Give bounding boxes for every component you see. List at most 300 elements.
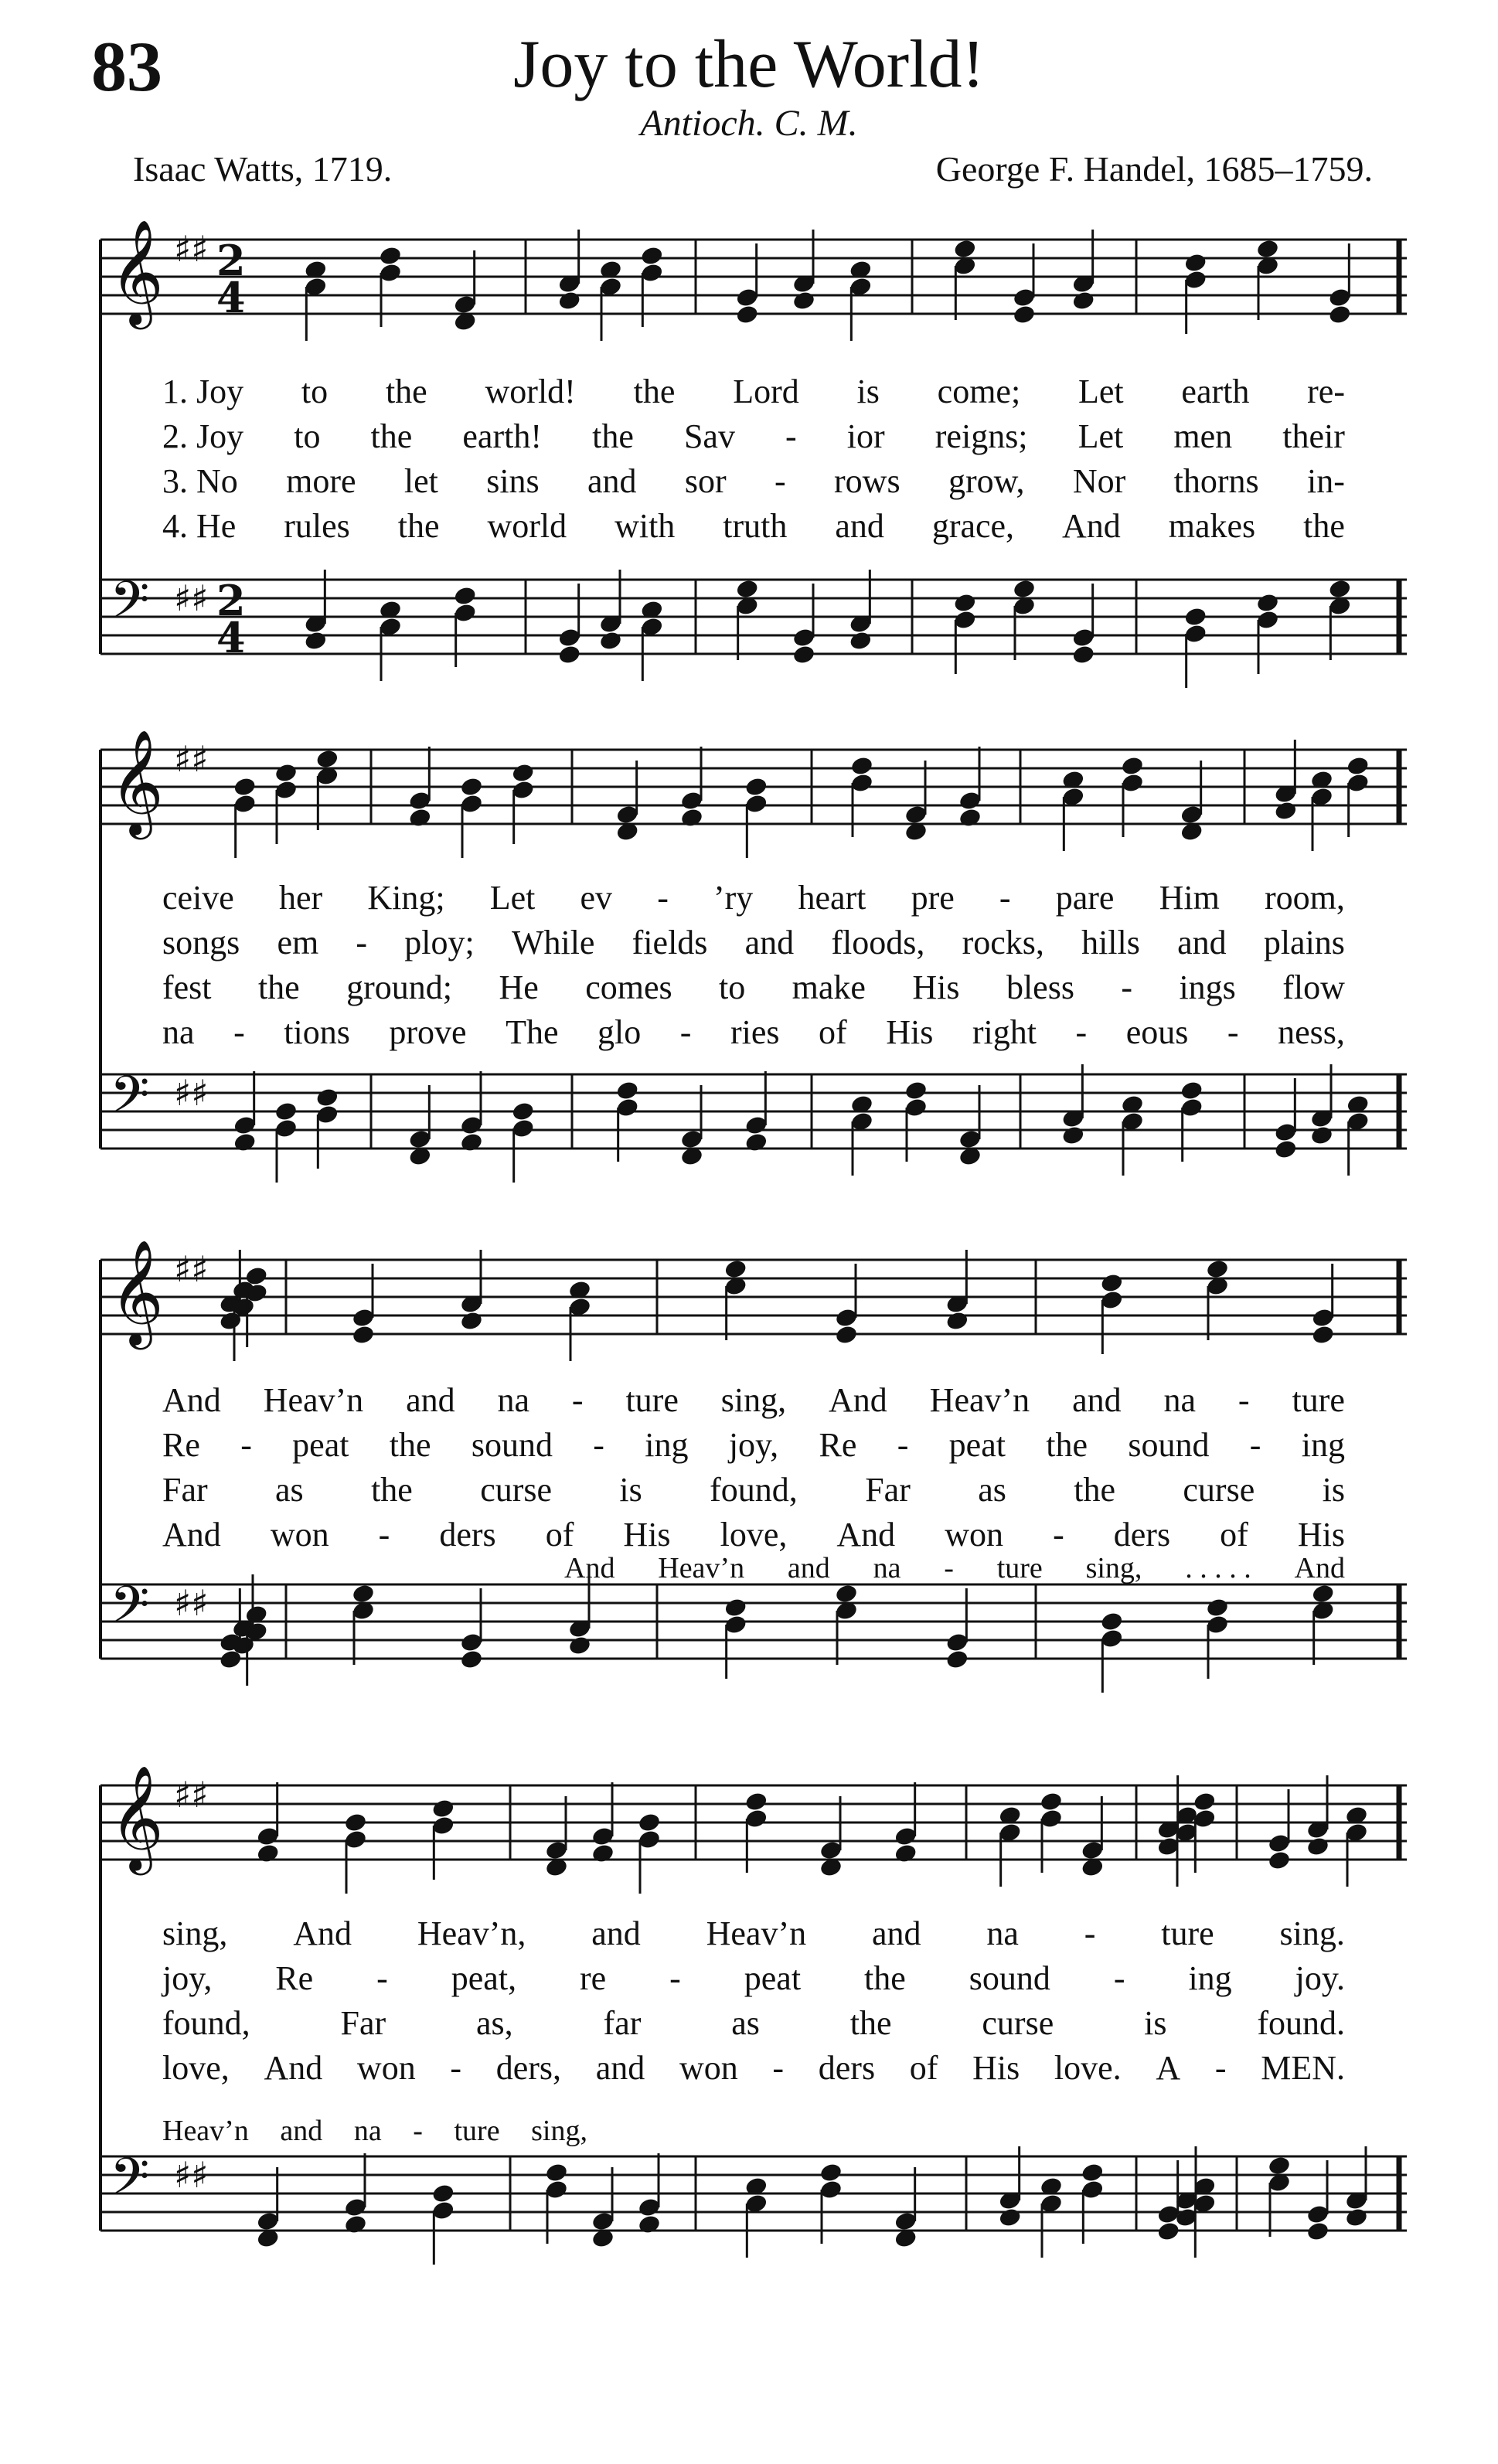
note [511, 762, 535, 844]
lyric-syllable: - [944, 1552, 954, 1584]
words-credit: Isaac Watts, 1719. [133, 149, 393, 189]
lyric-syllable: sound [1128, 1426, 1210, 1464]
lyric-syllable: truth [723, 507, 788, 545]
lyric-syllable: - [1053, 1516, 1064, 1554]
lyric-syllable: Let [1078, 417, 1124, 455]
note [904, 761, 928, 842]
lyric-syllable: their [1282, 417, 1345, 455]
lyric-syllable: ture [454, 2115, 500, 2147]
lyric-syllable: and [1072, 1381, 1122, 1419]
lyric-syllable: Heav’n [658, 1552, 745, 1584]
key-signature-sharps-icon: ♯♯ [174, 1774, 209, 1816]
note [1205, 1597, 1229, 1679]
note [1274, 740, 1298, 822]
lyric-syllable: the [370, 417, 413, 455]
lyric-syllable: His [912, 968, 960, 1006]
lyric-syllable: Heav’n [263, 1381, 364, 1419]
lyric-syllable: MEN. [1261, 2049, 1345, 2087]
lyric-syllable: - [657, 879, 669, 917]
note [1344, 2146, 1368, 2228]
note [1180, 761, 1204, 842]
note [1061, 769, 1085, 851]
lyric-syllable: Sav [683, 417, 735, 455]
lyric-syllable: of [909, 2049, 938, 2087]
note [567, 1279, 591, 1361]
lyric-syllable: with [615, 507, 676, 545]
note [304, 570, 328, 652]
lyric-syllable: as [731, 2004, 760, 2042]
note [1193, 2176, 1217, 2258]
lyric-syllable: ing [1301, 1426, 1345, 1464]
note [244, 1604, 268, 1686]
note [591, 2167, 615, 2249]
note [1183, 606, 1207, 688]
lyric-syllable: ceive [162, 879, 234, 917]
lyric-syllable: sing, [531, 2115, 587, 2147]
lyric-syllable: grow, [948, 462, 1025, 500]
lyric-syllable: earth [1181, 373, 1250, 410]
lyric-syllable: His [1297, 1516, 1345, 1554]
note [1100, 1272, 1124, 1354]
time-signature-denominator: 4 [216, 613, 246, 662]
bass-clef-icon: 𝄢 [110, 1575, 150, 1647]
note [1255, 592, 1279, 674]
lyric-syllable: sins [486, 462, 540, 500]
note [1071, 230, 1095, 311]
lyric-syllable: and [406, 1381, 455, 1419]
verse-line-2 [162, 1428, 1345, 1462]
lyric-syllable: And [162, 1516, 221, 1554]
key-signature-sharps-icon: ♯♯ [174, 738, 209, 780]
note [557, 584, 581, 665]
lyric-syllable: curse [982, 2004, 1054, 2042]
hymn-number: 83 [91, 27, 162, 106]
note [819, 1796, 843, 1878]
note [834, 1583, 858, 1665]
lyric-syllable: won [945, 1516, 1004, 1554]
lyric-syllable: peat [948, 1426, 1006, 1464]
lyric-syllable: na [1163, 1381, 1197, 1419]
lyric-syllable: the [371, 1471, 413, 1509]
lyric-syllable: - [233, 1013, 245, 1051]
lyric-syllable: curse [480, 1471, 553, 1509]
lyric-syllable: flow [1282, 968, 1345, 1006]
note [1012, 243, 1036, 325]
lyric-syllable: ders, [495, 2049, 562, 2087]
lyric-syllable: found, [710, 1471, 798, 1509]
lyric-syllable: The [506, 1013, 559, 1051]
note [945, 1588, 969, 1670]
lyric-syllable: let [403, 462, 438, 500]
note [1328, 243, 1352, 325]
lyric-syllable: ness, [1278, 1013, 1345, 1051]
lyric-syllable: and [591, 1914, 641, 1952]
note [1205, 1258, 1229, 1340]
note [1081, 1796, 1105, 1878]
verse-line-3 [162, 1473, 1345, 1507]
lyric-syllable: - [897, 1426, 909, 1464]
treble-clef-icon: 𝄞 [110, 1238, 164, 1345]
lyric-syllable: the [592, 417, 634, 455]
note [274, 1101, 298, 1183]
lyric-syllable: prove [389, 1013, 467, 1051]
note [958, 1085, 982, 1167]
lyric-syllable: is [619, 1471, 642, 1509]
verse-line-4 [162, 509, 1345, 543]
verse-line-1 [162, 375, 1345, 409]
lyric-syllable: Heav’n [929, 1381, 1030, 1419]
bass-clef-icon: 𝄢 [110, 2147, 150, 2219]
note [679, 1085, 703, 1167]
note [1267, 1789, 1291, 1871]
lyric-syllable: na [497, 1381, 530, 1419]
lyric-syllable: thorns [1173, 462, 1259, 500]
lyric-syllable: the [257, 968, 300, 1006]
lyric-syllable: - [450, 2049, 462, 2087]
lyric-syllable: of [819, 1013, 847, 1051]
lyric-syllable: Let [1078, 373, 1124, 410]
lyric-syllable: right [972, 1013, 1037, 1051]
lyric-syllable: joy, [162, 1959, 213, 1997]
note [598, 570, 622, 652]
lyric-syllable: her [278, 879, 323, 917]
lyric-syllable: sing, [162, 1914, 228, 1952]
music-system [0, 719, 1498, 1167]
note [615, 761, 639, 842]
lyric-syllable: - [240, 1426, 252, 1464]
lyric-syllable: ground; [346, 968, 453, 1006]
lyric-syllable: to [719, 968, 746, 1006]
note [1309, 769, 1333, 851]
lyric-syllable: earth! [462, 417, 542, 455]
lower-voice-text [564, 1554, 1345, 1583]
lyric-syllable: and [871, 1914, 921, 1952]
lyric-syllable: songs [162, 924, 240, 961]
lyric-syllable: ing [645, 1426, 689, 1464]
lyric-syllable: His [886, 1013, 934, 1051]
note [894, 2167, 918, 2249]
lyric-syllable: the [864, 1959, 906, 1997]
lyric-syllable: na [986, 1914, 1019, 1952]
lyric-syllable: - [669, 1959, 681, 1997]
hymn-title: Joy to the World! [513, 27, 985, 102]
note [304, 259, 328, 341]
verse-line-3 [162, 2006, 1345, 2040]
lyric-syllable: His [623, 1516, 671, 1554]
lyric-syllable: and [787, 1552, 830, 1584]
lyric-syllable: peat, [451, 1959, 517, 1997]
lyric-syllable: sound [969, 1959, 1050, 1997]
lyric-syllable: bless [1006, 968, 1074, 1006]
music-system [0, 1754, 1498, 2249]
lyric-syllable: curse [1183, 1471, 1255, 1509]
lyric-syllable: - [593, 1426, 604, 1464]
lyric-syllable: rocks, [962, 924, 1044, 961]
lyric-syllable: joy, [728, 1426, 779, 1464]
lyric-syllable: Re [819, 1426, 857, 1464]
lyric-syllable: And [293, 1914, 352, 1952]
lyric-syllable: the [849, 2004, 892, 2042]
lyric-syllable: Him [1159, 879, 1220, 917]
lyric-syllable: rows [834, 462, 901, 500]
note [598, 259, 622, 341]
verse-line-3 [162, 968, 1345, 1006]
lyric-syllable: pre [911, 879, 955, 917]
lyric-syllable: ders [818, 2049, 876, 2087]
verse-line-3 [162, 462, 1345, 500]
lyric-syllable: - [1113, 1959, 1125, 1997]
note [735, 243, 759, 325]
note [1120, 1094, 1144, 1176]
lyric-syllable: ’ry [713, 879, 754, 917]
lyric-syllable: Re [275, 1959, 314, 1997]
key-signature-sharps-icon: ♯♯ [174, 1072, 209, 1114]
note [723, 1597, 747, 1679]
note [637, 1812, 661, 1894]
lyric-syllable: 1. Joy [162, 373, 244, 410]
lyric-syllable: makes [1168, 507, 1256, 545]
note [744, 2176, 768, 2258]
note [1274, 1078, 1298, 1160]
lyric-syllable: - [999, 879, 1011, 917]
lyric-syllable: the [1074, 1471, 1116, 1509]
lyric-syllable: peat [292, 1426, 349, 1464]
lyric-syllable: make [792, 968, 866, 1006]
lyric-syllable: ders [1113, 1516, 1171, 1554]
lyric-syllable: the [633, 373, 676, 410]
note [351, 1583, 375, 1665]
lyric-syllable: peat [744, 1959, 802, 1997]
lyric-syllable: And [829, 1381, 887, 1419]
lyric-syllable: And [264, 2049, 323, 2087]
lyric-syllable: - [571, 1381, 584, 1419]
music-system [0, 209, 1498, 672]
lyric-syllable: love. [1054, 2049, 1122, 2087]
lyric-syllable: won [679, 2049, 738, 2087]
lyric-syllable: - [376, 1959, 388, 1997]
lyric-syllable: - [1238, 1381, 1250, 1419]
lyric-syllable: - [679, 1013, 692, 1051]
note [1328, 578, 1352, 660]
lyric-syllable: men [1173, 417, 1233, 455]
lyric-syllable: the [1303, 507, 1345, 545]
lyric-syllable: as [275, 1471, 304, 1509]
lyric-syllable: plains [1263, 924, 1345, 961]
note [849, 1094, 873, 1176]
note [459, 776, 483, 858]
key-signature-sharps-icon: ♯♯ [174, 228, 209, 270]
lyric-syllable: love, [162, 2049, 230, 2087]
lyric-syllable: is [856, 373, 880, 410]
treble-clef-icon: 𝄞 [110, 728, 164, 835]
lyric-syllable: He [499, 968, 539, 1006]
lyric-syllable: comes [585, 968, 672, 1006]
lyric-syllable: - [1227, 1013, 1239, 1051]
lyric-syllable: Far [162, 1471, 208, 1509]
bass-clef-icon: 𝄢 [110, 1065, 150, 1137]
lyric-syllable: - [1121, 968, 1133, 1006]
note [1346, 1094, 1370, 1176]
music-system [0, 1229, 1498, 1677]
lyric-syllable: - [775, 462, 786, 500]
note [233, 776, 257, 858]
lyric-syllable: as [978, 1471, 1006, 1509]
note [511, 1101, 535, 1183]
note [1311, 1583, 1335, 1665]
lyric-syllable: ders [439, 1516, 496, 1554]
lyric-syllable: - [356, 924, 368, 961]
note [998, 2146, 1022, 2228]
lyric-syllable: - [1084, 1914, 1096, 1952]
lyric-syllable: 4. He [162, 507, 237, 545]
lyric-syllable: come; [937, 373, 1021, 410]
lyric-syllable: reigns; [935, 417, 1028, 455]
lyric-syllable: ploy; [404, 924, 475, 961]
lyric-syllable: Heav’n [162, 2115, 249, 2147]
key-signature-sharps-icon: ♯♯ [174, 2154, 209, 2196]
note [834, 1264, 858, 1346]
note [735, 578, 759, 660]
lyric-syllable: is [1144, 2004, 1167, 2042]
lyric-syllable: and [595, 2049, 645, 2087]
note [1071, 584, 1095, 665]
note [744, 776, 768, 858]
lyric-syllable: grace, [931, 507, 1015, 545]
note [453, 250, 477, 332]
lyric-syllable: - [413, 2115, 423, 2147]
lyric-syllable: ture [1161, 1914, 1214, 1952]
treble-clef-icon: 𝄞 [110, 218, 164, 325]
verse-line-2 [162, 1959, 1345, 1997]
note [849, 570, 873, 652]
lyric-syllable: in- [1306, 462, 1345, 500]
lyric-syllable: ture [625, 1381, 679, 1419]
lyric-syllable: ev [580, 879, 613, 917]
lyric-syllable: re- [1307, 373, 1345, 410]
lyric-syllable: world [487, 507, 567, 545]
lyric-syllable: Nor [1072, 462, 1126, 500]
lyric-syllable: While [511, 924, 595, 961]
note [953, 592, 977, 674]
lyric-syllable: love, [720, 1516, 788, 1554]
lyric-syllable: to [301, 373, 329, 410]
lyric-syllable: more [286, 462, 356, 500]
note [256, 2167, 280, 2249]
note [1309, 1064, 1333, 1146]
note [1183, 252, 1207, 334]
lyric-syllable: far [603, 2004, 642, 2042]
lyric-syllable: And [1062, 507, 1121, 545]
bass-staff [100, 1575, 1407, 1659]
lyric-syllable: na [162, 1013, 195, 1051]
note [378, 599, 402, 681]
lyric-syllable: hills [1081, 924, 1140, 961]
note [408, 1085, 432, 1167]
note [1311, 1264, 1335, 1346]
key-signature-sharps-icon: ♯♯ [174, 577, 209, 619]
lyric-syllable: ings [1179, 968, 1236, 1006]
lyric-syllable: the [389, 1426, 431, 1464]
lyric-syllable: - [1249, 1426, 1261, 1464]
lyric-syllable: re [580, 1959, 607, 1997]
note [567, 1574, 591, 1656]
lyric-syllable: the [385, 373, 427, 410]
lyric-syllable: - [1214, 2049, 1227, 2087]
verse-line-4 [162, 1518, 1345, 1552]
lyric-syllable: won [270, 1516, 329, 1554]
lyric-syllable: world! [485, 373, 576, 410]
note [1306, 2160, 1329, 2242]
lyric-syllable: ture [1292, 1381, 1345, 1419]
lyric-syllable: and [280, 2115, 323, 2147]
lyric-syllable: na [353, 2115, 382, 2147]
note [1012, 578, 1036, 660]
lyric-syllable: . . . . . [1185, 1552, 1251, 1584]
lyric-syllable: heart [798, 879, 866, 917]
lyric-syllable: Far [340, 2004, 386, 2042]
lyric-syllable: - [378, 1516, 390, 1554]
lyric-syllable: is [1322, 1471, 1345, 1509]
lyric-syllable: eous [1125, 1013, 1189, 1051]
lyric-syllable: King; [367, 879, 445, 917]
verse-line-1 [162, 1383, 1345, 1417]
lyric-syllable: of [545, 1516, 574, 1554]
note [431, 1798, 455, 1880]
lyric-syllable: and [744, 924, 795, 961]
lyric-syllable: sing, [1085, 1552, 1142, 1584]
lyric-syllable: sor [684, 462, 727, 500]
note [459, 1250, 483, 1332]
lyric-syllable: em [277, 924, 319, 961]
note [1344, 1805, 1368, 1887]
note [953, 238, 977, 320]
lyric-syllable: ture [996, 1552, 1043, 1584]
note [849, 259, 873, 341]
note [315, 748, 339, 830]
note [998, 1805, 1022, 1887]
verse-line-1 [162, 1914, 1345, 1952]
time-signature-numerator: 2 [216, 576, 246, 625]
lyric-syllable: pare [1055, 879, 1115, 917]
lyric-syllable: of [1220, 1516, 1248, 1554]
lyric-syllable: ing [1188, 1959, 1232, 1997]
note [723, 1258, 747, 1340]
lyric-syllable: And [836, 1516, 896, 1554]
time-signature-numerator: 2 [216, 236, 246, 285]
verse-line-4 [162, 1013, 1345, 1051]
lyric-syllable: sing, [720, 1381, 787, 1419]
lyric-syllable: the [397, 507, 440, 545]
lyric-syllable: room, [1264, 879, 1345, 917]
lyric-syllable: - [772, 2049, 785, 2087]
lyric-syllable: And [1294, 1552, 1345, 1584]
key-signature-sharps-icon: ♯♯ [174, 1248, 209, 1290]
time-signature-denominator: 4 [216, 273, 246, 322]
lyric-syllable: and [835, 507, 884, 545]
lyric-syllable: sing. [1279, 1914, 1345, 1952]
lyric-syllable: joy. [1295, 1959, 1345, 1997]
lyric-syllable: Re [162, 1426, 200, 1464]
lyric-syllable: ior [846, 417, 885, 455]
note [792, 230, 815, 311]
lyric-syllable: ries [730, 1013, 780, 1051]
lyric-syllable: His [972, 2049, 1020, 2087]
lyric-syllable: as, [476, 2004, 513, 2042]
verse-line-2 [162, 926, 1345, 960]
lyric-syllable: fest [162, 968, 212, 1006]
note [1267, 2155, 1291, 2237]
lyric-syllable: Far [865, 1471, 911, 1509]
